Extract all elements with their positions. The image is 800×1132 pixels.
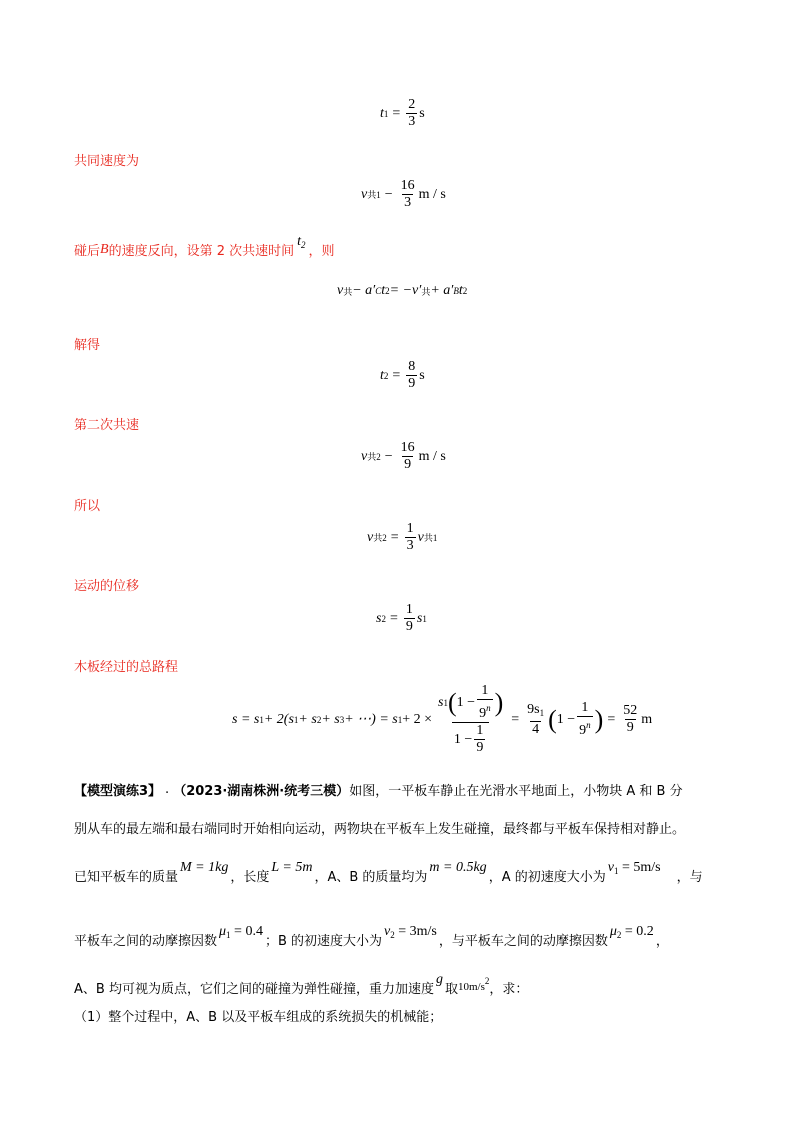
label-so: 所以 xyxy=(74,499,101,514)
label-total-path: 木板经过的总路程 xyxy=(74,660,179,675)
problem-source: （2023·湖南株洲·统考三模） xyxy=(173,784,350,799)
problem-line-3: 已知平板车的质量 M = 1kg ，长度 L = 5m ，A、B 的质量均为 m = 0.5kg ，A 的初速度大小为 $v_1 = 5m/s$ ，与 xyxy=(74,859,703,885)
t1-fraction: $\frac{2}{3}$ xyxy=(408,97,416,129)
t1-symbol: t xyxy=(380,105,384,121)
label-second-common: 第二次共速 xyxy=(74,418,140,433)
problem-tag: 【模型演练3】 xyxy=(74,784,162,799)
equation-second-common: v 共 − a′ C t 2 = −v′ 共 + a′ B t 2 xyxy=(337,283,468,298)
problem-line-2: 别从车的最左端和最右端同时开始相向运动，两物块在平板车上发生碰撞，最终都与平板车保持相对静止。 xyxy=(74,822,686,837)
equation-t2: t 2 = $\frac{8}{9}$ s xyxy=(380,359,425,391)
equation-v2: v 共2 − $\frac{16}{9}$ m / s xyxy=(361,440,446,472)
problem-line-1: 【模型演练3】 . （2023·湖南株洲·统考三模） 如图，一平板车静止在光滑水平地面上，小物块 A 和 B 分 xyxy=(74,782,683,799)
label-displacement: 运动的位移 xyxy=(74,579,140,594)
label-after-collision: 碰后 B 的速度反向，设第 2 次共速时间 $t_2$ ，则 xyxy=(74,233,335,259)
label-solve: 解得 xyxy=(74,338,101,353)
equation-v1: v 共1 − $\frac{16}{3}$ m / s xyxy=(361,178,446,210)
problem-line-4: 平板车之间的动摩擦因数 $\mu_1 = 0.4$ ；B 的初速度大小为 $v_2 = 3m/s$ ，与平板车之间的动摩擦因数 $\mu_2 = 0.2$ ， xyxy=(74,923,669,949)
label-common-speed: 共同速度为 xyxy=(74,154,140,169)
equation-ratio: v 共2 = $\frac{1}{3}$ v 共1 xyxy=(367,521,438,553)
big-fraction: s 1 ( 1 − $\frac{1}{9^n}$ ) 1 − $\frac{1}{9}$ xyxy=(438,683,504,755)
problem-line-5: A、B 均可视为质点，它们之间的碰撞为弹性碰撞，重力加速度 g 取 $10m/s^2$ ，求： xyxy=(74,971,529,997)
equation-t1: t 1 = $\frac{2}{3}$ s xyxy=(380,97,425,129)
equation-total-path: s = s 1 + 2(s 1 + s 2 + s 3 + ⋯) = s 1 + 2 × s 1 ( 1 − $\frac{1}{9^n}$ ) 1 − $\frac{1}{9}$ = $\frac{9s_1}{4}$ ( 1 − $\frac{1}{9^n}$ ) = $\frac{52}{9}$ m xyxy=(232,683,653,755)
equation-s2: s 2 = $\frac{1}{9}$ s 1 xyxy=(376,602,427,634)
question-1: （1）整个过程中，A、B 以及平板车组成的系统损失的机械能； xyxy=(74,1010,443,1025)
